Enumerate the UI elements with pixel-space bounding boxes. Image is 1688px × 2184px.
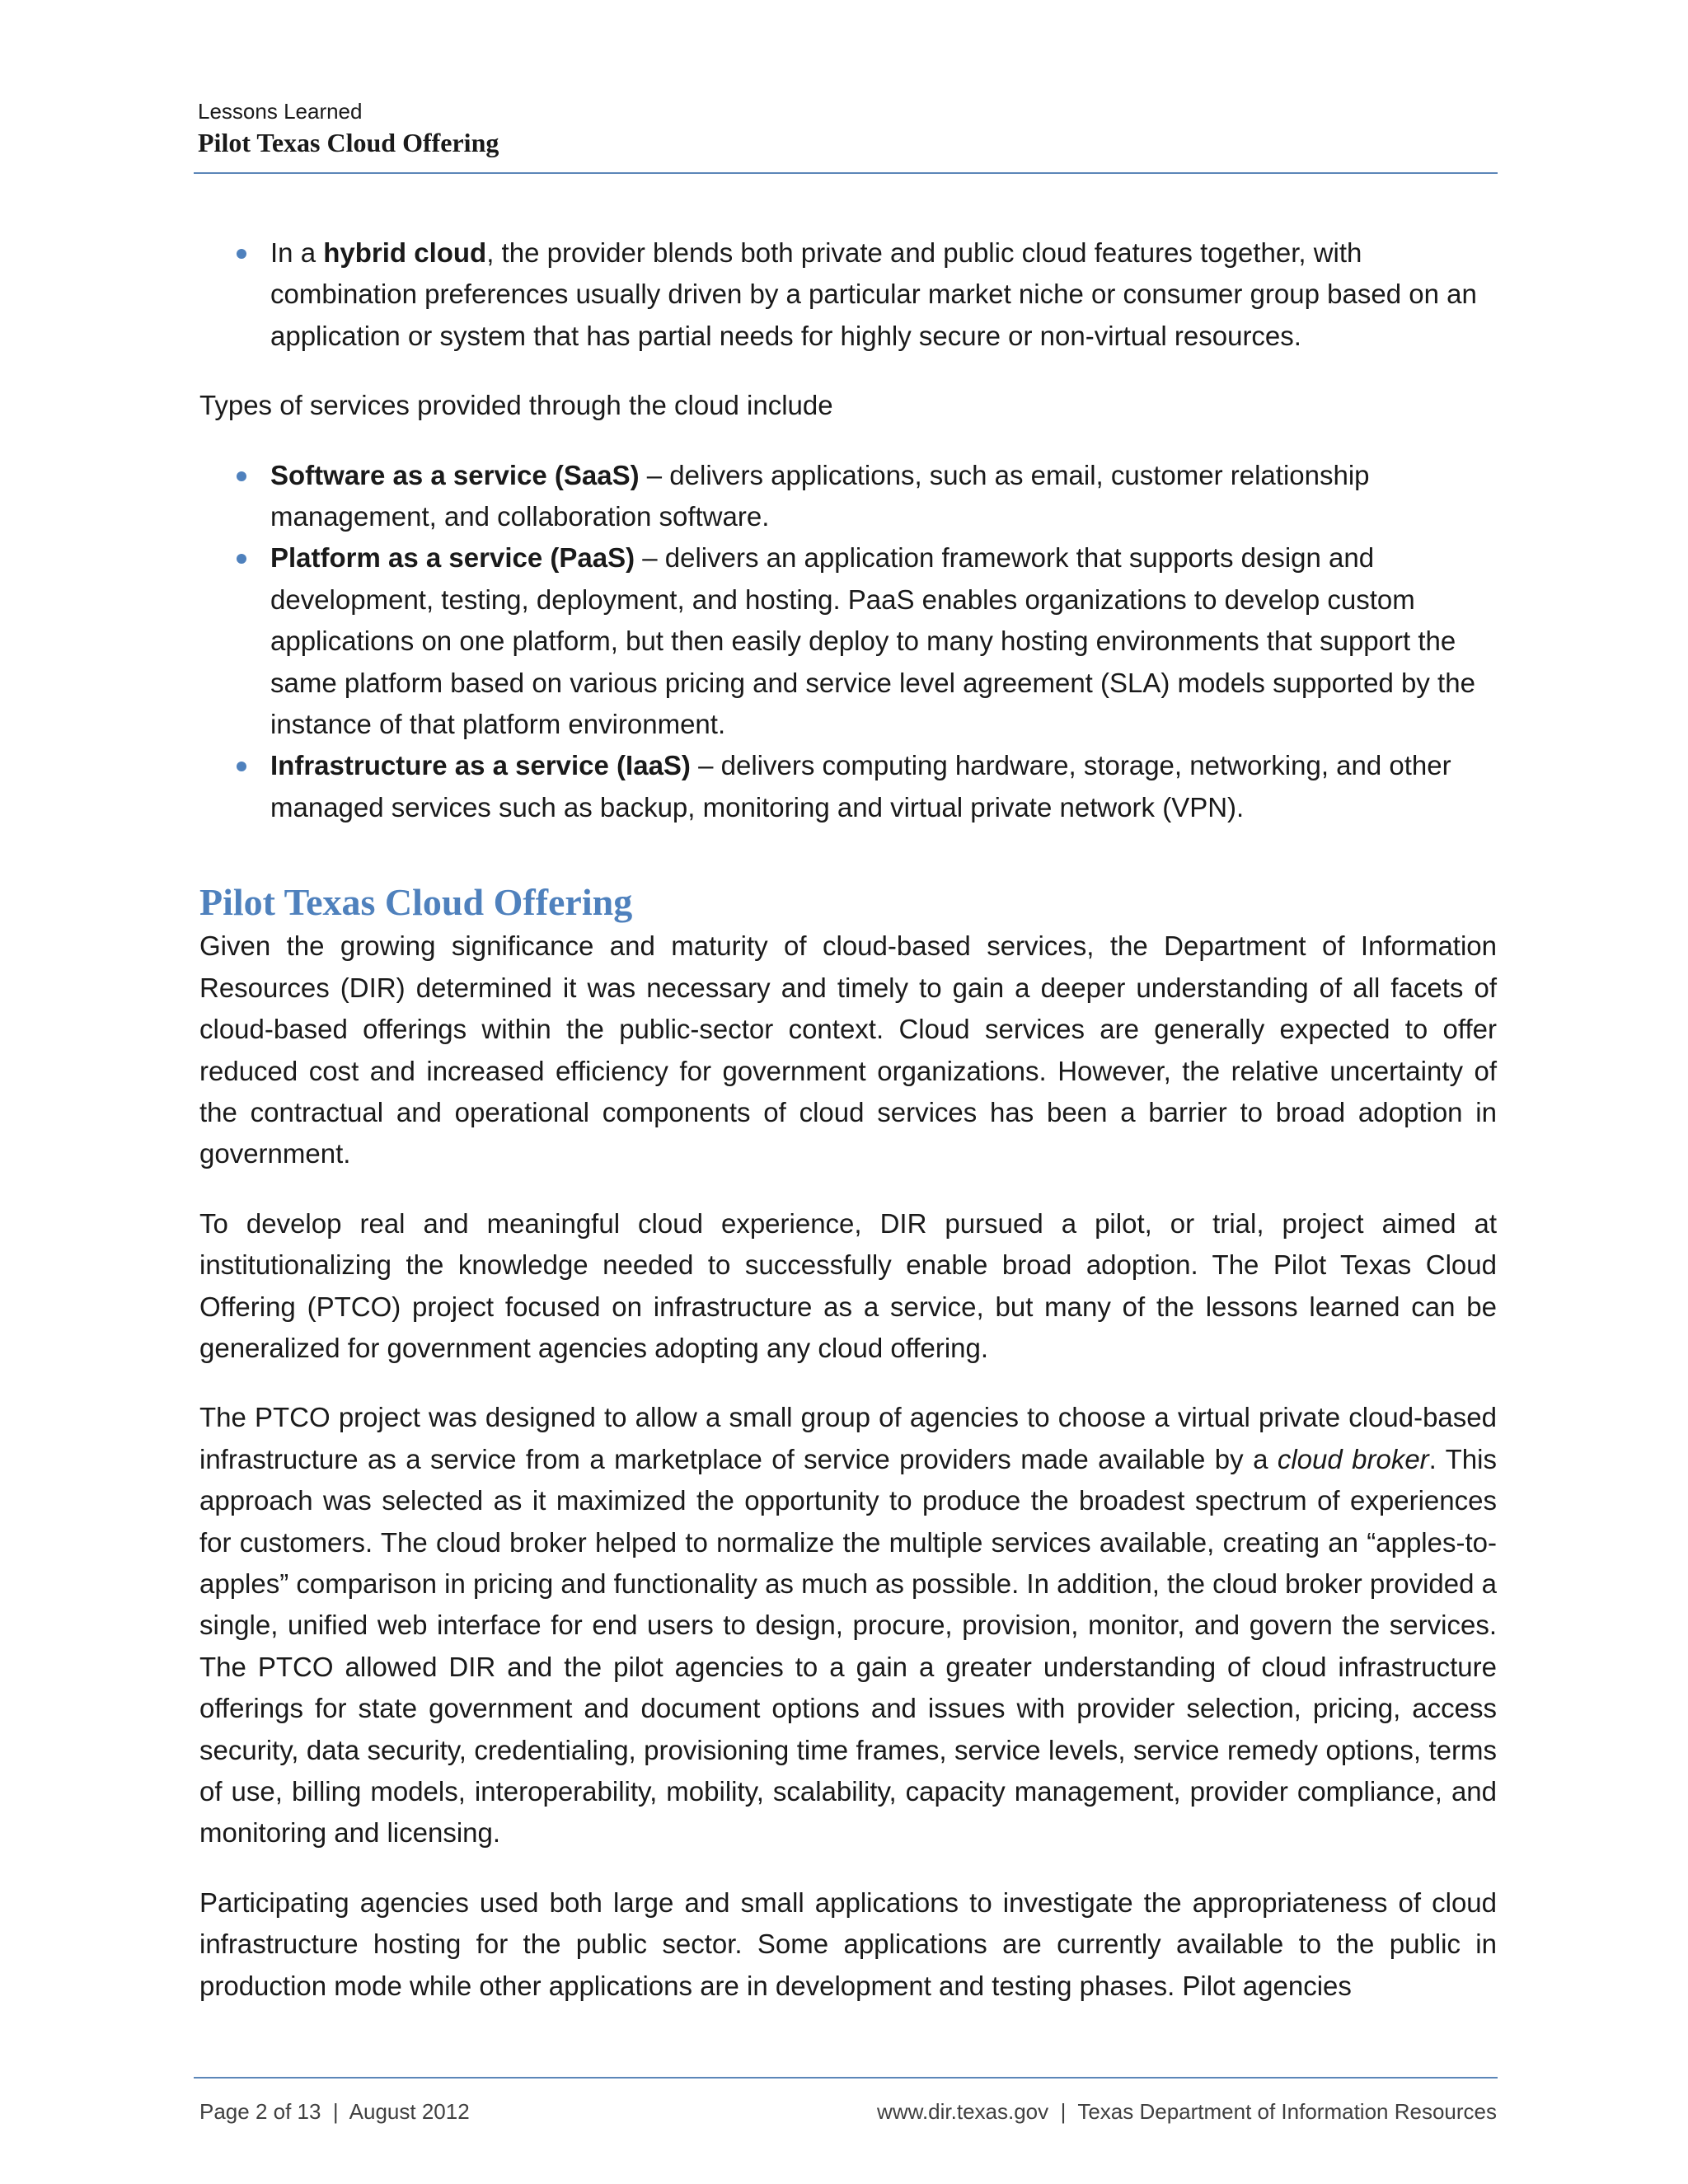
- paragraph-2: To develop real and meaningful cloud experience, DIR pursued a pilot, or trial, project aimed at institutionalizing the knowledge needed to successfully enable broad adoption. The Pilot Texas Cloud Offering (PTCO) project focused on infrastructure as a service, but many of the lessons learned can be generalized for government agencies adopting any cloud offering.: [199, 1207, 1497, 1363]
- footer-page-info: Page 2 of 13 | August 2012: [199, 2099, 470, 2124]
- types-intro: Types of services provided through the cloud include: [199, 390, 833, 421]
- saas-text: – delivers applications, such as email, customer relationship management, and collaboration software.: [270, 459, 1370, 532]
- list-item-saas: [199, 455, 1497, 538]
- paragraph-4: Participating agencies used both large and small applications to investigate the appropriateness of cloud infrastructure hosting for the public sector. Some applications are currently available to the public in production mode while other applications are in development and testing phases. Pilot agencies: [199, 1886, 1497, 2001]
- paragraph-3-part-b: . This approach was selected as it maximized the opportunity to produce the broadest spectrum of experiences for customers. The cloud broker helped to normalize the multiple services available, creating an “apples-to-apples” comparison in pricing and functionality as much as possible. In addition, the cloud broker provided a single, unified web interface for end users to design, procure, provision, monitor, and govern the services. The PTCO allowed DIR and the pilot agencies to a gain a greater understanding of cloud infrastructure offerings for state government and document options and issues with provider selection, pricing, access security, data security, credentialing, provisioning time frames, service levels, service remedy options, terms of use, billing models, interoperability, mobility, scalability, capacity management, provider compliance, and monitoring and licensing.: [199, 1443, 1497, 1849]
- iaas-term: Infrastructure as a service (IaaS): [270, 750, 691, 781]
- iaas-text: – delivers computing hardware, storage, networking, and other managed services such as backup, monitoring and virtual private network (VPN).: [270, 750, 1451, 823]
- bullet-icon: [237, 249, 246, 259]
- header-rule: [194, 172, 1498, 174]
- footer-site-info: www.dir.texas.gov | Texas Department of Information Resources: [877, 2099, 1497, 2124]
- paas-term: Platform as a service (PaaS): [270, 542, 635, 574]
- saas-term: Software as a service (SaaS): [270, 459, 640, 490]
- hybrid-prefix: In a: [270, 237, 324, 268]
- service-types-list: [199, 455, 1497, 829]
- header-title: Pilot Texas Cloud Offering: [198, 128, 499, 157]
- cloud-broker-term: cloud broker: [1277, 1443, 1429, 1474]
- section-heading: Pilot Texas Cloud Offering: [199, 881, 633, 924]
- paas-text: – delivers an application framework that supports design and development, testing, deployment, and hosting. PaaS enables organizations to develop custom applications on one platform, but then easily deploy to many hosting environments that support the same platform based on various pricing and service level agreement (SLA) models supported by the instance of that platform environment.: [270, 542, 1475, 740]
- hybrid-text: , the provider blends both private and public cloud features together, with combination preferences usually driven by a particular market niche or consumer group based on an application or system that has partial needs for highly secure or non-virtual resources.: [270, 237, 1477, 351]
- header-subtitle: Lessons Learned: [198, 99, 363, 124]
- list-item-paas: [199, 537, 1497, 745]
- paragraph-1: Given the growing significance and maturity of cloud-based services, the Department of Information Resources (DIR) determined it was necessary and timely to gain a deeper understanding of all facets of cloud-based offerings within the public-sector context. Cloud services are generally expected to offer reduced cost and increased efficiency for government organizations. However, the relative uncertainty of the contractual and operational components of cloud services has been a barrier to broad adoption in government.: [199, 930, 1497, 1169]
- paragraph-3: [199, 1397, 1497, 1854]
- list-item-hybrid-cloud: [199, 232, 1497, 357]
- main-content: [199, 232, 1497, 2007]
- footer-rule: [194, 2077, 1498, 2079]
- hybrid-term: hybrid cloud: [323, 237, 487, 268]
- bullet-icon: [237, 471, 246, 481]
- bullet-icon: [237, 554, 246, 564]
- page-header: [198, 97, 1497, 160]
- paragraph-3-part-a: The PTCO project was designed to allow a small group of agencies to choose a virtual private cloud-based infrastructure as a service from a marketplace of service providers made available by a: [199, 1402, 1497, 1474]
- bullet-icon: [237, 762, 246, 771]
- hybrid-cloud-list: [199, 232, 1497, 357]
- list-item-iaas: [199, 745, 1497, 828]
